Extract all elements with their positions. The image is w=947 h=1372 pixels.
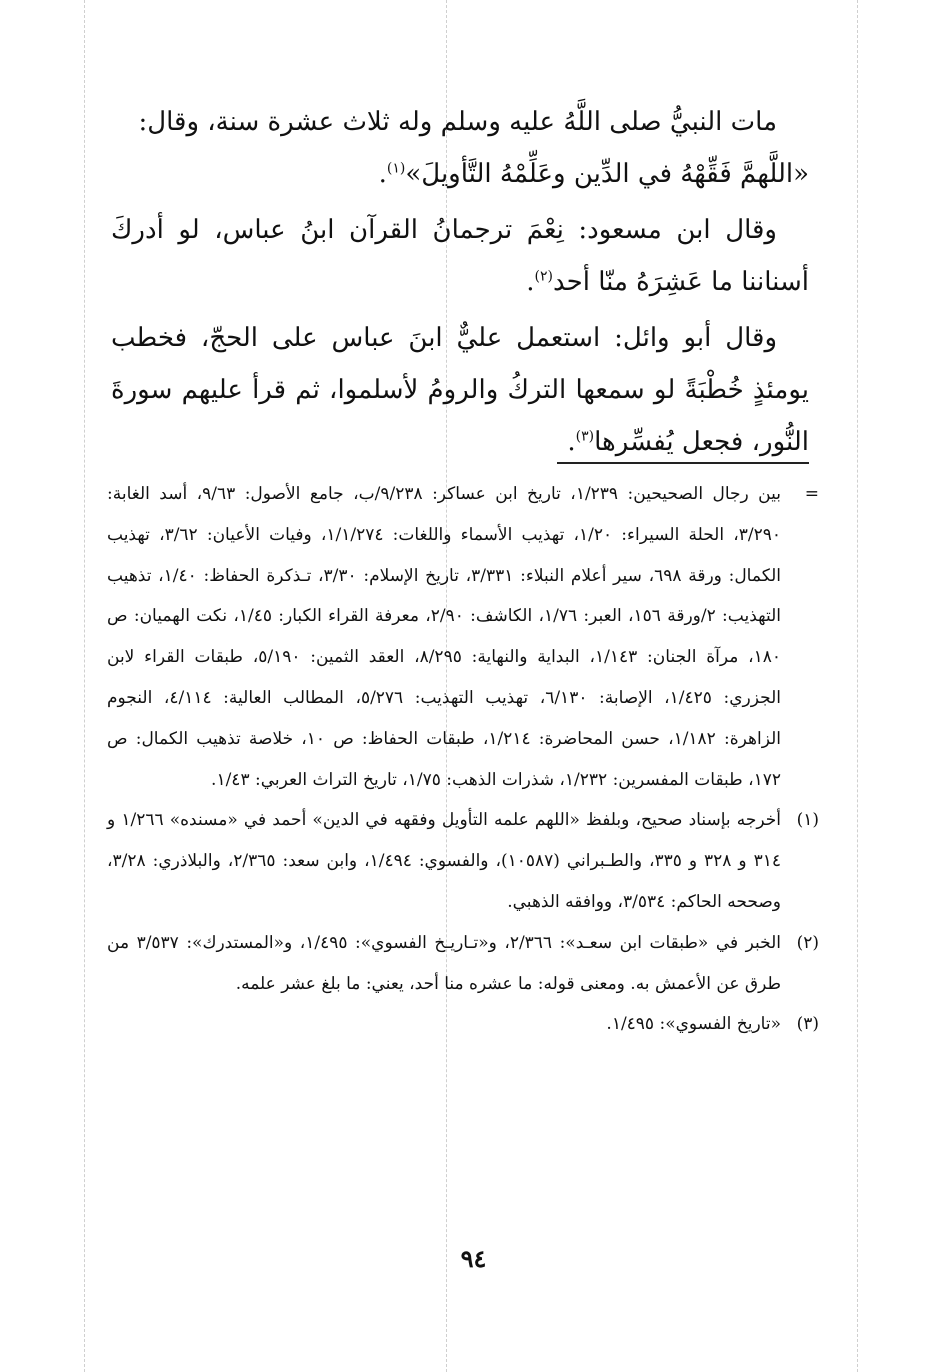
footnote-3-text: «تاريخ الفسوي»: ١/٤٩٥.: [606, 1014, 781, 1035]
footnote-2: [107, 923, 819, 1005]
scan-fold-line: [857, 0, 858, 1372]
paragraph-1-line-2: «اللَّهمَّ فَقِّهْهُ في الدِّين وعَلِّمْهُ التَّأويلَ»: [405, 159, 809, 189]
footnote-ref-2: (٢): [534, 268, 553, 285]
paragraph-2: [111, 204, 809, 308]
scan-fold-line: [84, 0, 85, 1372]
paragraph-1-end: .: [378, 159, 387, 189]
continuation-mark: =: [804, 484, 819, 504]
paragraph-3-text: وقال أبو وائل: استعمل عليٌّ ابنَ عباس على الحجّ، فخطب يومئذٍ خُطْبَةً لو سمعها التركُ والرومُ لأسلموا، ثم قرأ عليهم سورةَ النُّور، فجعل يُفسِّرها: [111, 323, 809, 457]
paragraph-2-end: .: [526, 267, 535, 297]
footnote-1-text: أخرجه بإسناد صحيح، وبلفظ «اللهم علمه التأويل وفقهه في الدين» أحمد في «مسنده» ١/٢٦٦ و ٣١٤ و ٣٢٨ و ٣٣٥، والطـبراني (١٠٥٨٧)، والفسوي: ١/٤٩٤، وابن سعد: ٢/٣٦٥، والبلاذري: ٣/٢٨، وصححه الحاكم: ٣/٥٣٤، ووافقه الذهبي.: [107, 810, 781, 912]
footnote-ref-3: (٣): [575, 428, 595, 445]
paragraph-2-text: وقال ابن مسعود: نِعْمَ ترجمانُ القرآن ابنُ عباس، لو أدركَ أسناننا ما عَشِرَهُ منّا أحد: [111, 215, 809, 297]
paragraph-3-end: .: [567, 427, 576, 457]
main-text: [111, 96, 809, 472]
footnote-2-mark: (٢): [796, 932, 819, 953]
footnote-3-mark: (٣): [796, 1014, 819, 1035]
footnote-separator: [557, 462, 809, 464]
footnote-2-text: الخبر في «طبقات ابن سعـد»: ٢/٣٦٦، و«تـاريـخ الفسوي»: ١/٤٩٥، و«المستدرك»: ٣/٥٣٧ من طرق عن الأعمش به. ومعنى قوله: ما عشره منا أحد، يعني: ما بلغ عشر علمه.: [107, 932, 782, 994]
paragraph-1: [111, 96, 809, 200]
footnotes: [107, 474, 819, 1045]
footnote-1: [107, 800, 819, 922]
paragraph-3: [111, 312, 809, 468]
page-number: ٩٤: [460, 1244, 487, 1273]
footnote-1-mark: (١): [796, 810, 819, 831]
footnote-continuation-text: بين رجال الصحيحين: ١/٢٣٩، تاريخ ابن عساكر: ٩/٢٣٨/ب، جامع الأصول: ٩/٦٣، أسد الغابة: ٣/٢٩٠، الحلة السيراء: ١/٢٠، تهذيب الأسماء واللغات: ١/١/٢٧٤، وفيات الأعيان: ٣/٦٢، تهذيب الكمال: ورقة ٦٩٨، سير أعلام النبلاء: ٣/٣٣١، تاريخ الإسلام: ٣/٣٠، تـذكرة الحفاظ: ١/٤٠، تذهيب التهذيب: ٢/ورقة ١٥٦، العبر: ١/٧٦، الكاشف: ٢/٩٠، معرفة القراء الكبار: ١/٤٥، نكت الهميان: ص ١٨٠، مرآة الجنان: ١/١٤٣، البداية والنهاية: ٨/٢٩٥، العقد الثمين: ٥/١٩٠، طبقات القراء لابن الجزري: ١/٤٢٥، الإصابة: ٦/١٣٠، تهذيب التهذيب: ٥/٢٧٦، المطالب العالية: ٤/١١٤، النجوم الزاهرة: ١/١٨٢، حسن المحاضرة: ١/٢١٤، طبقات الحفاظ: ص ١٠، خلاصة تذهيب الكمال: ص ١٧٢، طبقات المفسرين: ١/٢٣٢، شذرات الذهب: ١/٧٥، تاريخ التراث العربي: ١/٤٣.: [107, 484, 782, 790]
footnote-ref-1: (١): [386, 160, 406, 177]
footnote-continuation: [107, 474, 819, 800]
paragraph-1-line-1: مات النبيُّ صلى اللَّهُ عليه وسلم وله ثلاث عشرة سنة، وقال:: [138, 107, 777, 137]
footnote-3: [107, 1004, 819, 1045]
